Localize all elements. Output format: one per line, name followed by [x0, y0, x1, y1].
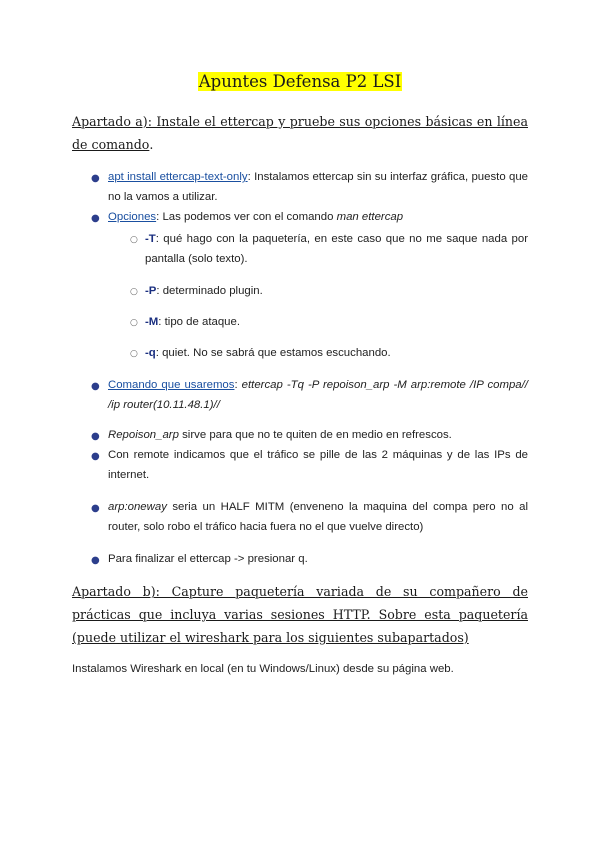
- sub-item-M: [145, 312, 528, 332]
- flag-P: -P: [145, 285, 157, 297]
- section-b-heading: Apartado b): Capture paquetería variada de su compañero de prácticas que incluya varias sesiones HTTP. Sobre esta paquetería (puede utilizar el wireshark para los siguientes subapartados): [72, 584, 528, 645]
- bullet-repoison: [108, 425, 528, 445]
- bullet-finish: Para finalizar el ettercap -> presionar q.: [108, 553, 308, 565]
- sub-item-P: [145, 281, 528, 301]
- install-text: : Instalamos ettercap sin su interfaz gráfica, puesto que no la vamos a utilizar.: [108, 171, 528, 203]
- sub-bullet-icon: ○: [130, 318, 138, 328]
- section-a-heading-text: Apartado a): Instale el ettercap y pruebe sus opciones básicas en línea de comando: [72, 114, 528, 152]
- bullet-icon: ●: [91, 213, 100, 224]
- flag-q-text: : quiet. No se sabrá que estamos escuchando.: [155, 347, 391, 359]
- repoison-term: Repoison_arp: [108, 429, 179, 441]
- flag-M: -M: [145, 316, 159, 328]
- bullet-icon: ●: [91, 381, 100, 392]
- section-b-paragraph: Instalamos Wireshark en local (en tu Windows/Linux) desde su página web.: [72, 663, 454, 675]
- oneway-term: arp:oneway: [108, 501, 167, 513]
- flag-T-text: : qué hago con la paquetería, en este caso que no me saque nada por pantalla (solo texto).: [145, 233, 528, 265]
- flag-M-text: : tipo de ataque.: [158, 316, 240, 328]
- bullet-icon: ●: [91, 503, 100, 514]
- options-text: : Las podemos ver con el comando: [156, 211, 337, 223]
- sub-bullet-icon: ○: [130, 287, 138, 297]
- bullet-remote: Con remote indicamos que el tráfico se pille de las 2 máquinas y de las IPs de internet.: [108, 449, 528, 481]
- bullet-icon: ●: [91, 173, 100, 184]
- sub-bullet-icon: ○: [130, 235, 138, 245]
- flag-T: -T: [145, 233, 156, 245]
- oneway-text: seria un HALF MITM (enveneno la maquina del compa pero no al router, solo robo el tráfico hacia fuera no el que vuelve directo): [108, 501, 528, 533]
- title-container: [0, 72, 600, 92]
- bullet-command: [108, 375, 528, 415]
- repoison-text: sirve para que no te quiten de en medio en refrescos.: [178, 429, 452, 441]
- flag-P-text: : determinado plugin.: [156, 285, 263, 297]
- bullet-icon: ●: [91, 555, 100, 566]
- bullet-icon: ●: [91, 451, 100, 462]
- flag-q: -q: [145, 347, 156, 359]
- command-sep: :: [234, 379, 242, 391]
- sub-bullet-icon: ○: [130, 349, 138, 359]
- options-command: man ettercap: [336, 211, 404, 223]
- command-link[interactable]: Comando que usaremos: [108, 379, 235, 391]
- install-link[interactable]: apt install ettercap-text-only: [108, 171, 248, 183]
- bullet-icon: ●: [91, 431, 100, 442]
- document-title: Apuntes Defensa P2 LSI: [198, 72, 402, 91]
- bullet-install: [108, 167, 528, 207]
- sub-item-q: [145, 343, 528, 363]
- command-text: ettercap -Tq -P repoison_arp -M arp:remote /IP compa// /ip router(10.11.48.1)//: [108, 379, 528, 411]
- section-a-heading-period: .: [149, 137, 154, 152]
- bullet-oneway: [108, 497, 528, 537]
- options-link[interactable]: Opciones: [108, 211, 157, 223]
- sub-item-T: [145, 229, 528, 269]
- section-a-heading: [72, 110, 528, 156]
- bullet-options: [108, 207, 528, 227]
